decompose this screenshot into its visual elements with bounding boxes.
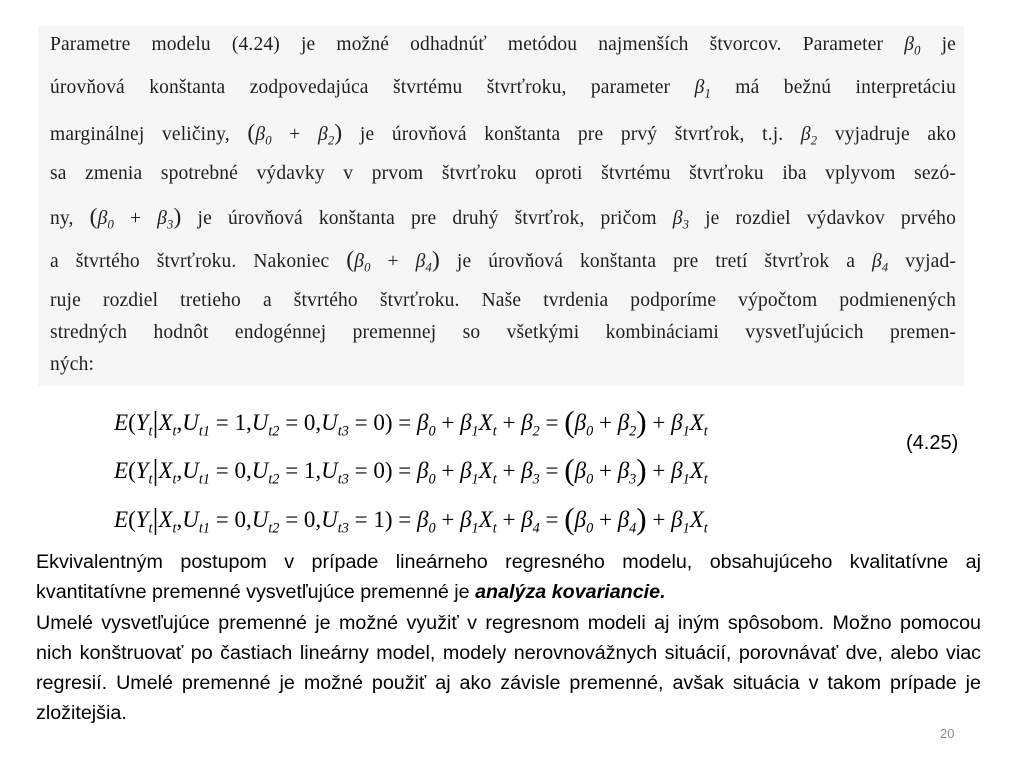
equation-3: $E(Y_t|X_t,U_{t1} = 0,U_{t2} = 0,U_{t3} = 1) = \beta_0 + \beta_1X_t + \beta_4 = (\beta_0 + \beta_4) + \beta_1X_t$ bbox=[114, 501, 708, 537]
paragraph-dummy-variables: Umelé vysvetľujúce premenné je možné využiť v regresnom modeli aj iným spôsobom. Možno pomocou nich konštruovať po častiach lineárny model, modely nerovnovážnych situácií, porovnávať dve, alebo viac regresií. Umelé premenné je možné použiť aj ako závisle premenné, avšak situácia v takom prípade je zložitejšia. bbox=[36, 612, 981, 724]
page-number: 20 bbox=[940, 726, 955, 741]
scan-line-1: Parametre modelu (4.24) je možné odhadnúť metódou najmenších štvorcov. Parameter $\beta_0$ je bbox=[50, 34, 956, 58]
paragraph-analysis-of-covariance bbox=[36, 547, 981, 607]
scan-line-4: sa zmenia spotrebné výdavky v prvom štvrťroku oproti štvrtému štvrťroku iba vplyvom sezó- bbox=[50, 163, 956, 184]
equation-number: (4.25) bbox=[906, 432, 959, 454]
scan-line-6: a štvrtého štvrťroku. Nakoniec $(\beta_0 + \beta_4)$ je úrovňová konštanta pre tretí štvrťrok a $\beta_4$ vyjad- bbox=[50, 247, 956, 275]
scan-line-3: marginálnej veličiny, $(\beta_0 + \beta_2)$ je úrovňová konštanta pre prvý štvrťrok, t.j. $\beta_2$ vyjadruje ako bbox=[50, 120, 956, 148]
scan-line-5: ny, $(\beta_0 + \beta_3)$ je úrovňová konštanta pre druhý štvrťrok, pričom $\beta_3$ je rozdiel výdavkov prvého bbox=[50, 204, 956, 232]
scan-line-9: ných: bbox=[50, 354, 95, 375]
equation-2: $E(Y_t|X_t,U_{t1} = 0,U_{t2} = 1,U_{t3} = 0) = \beta_0 + \beta_1X_t + \beta_3 = (\beta_0 + \beta_3) + \beta_1X_t$ bbox=[114, 452, 708, 488]
scan-line-8: stredných hodnôt endogénnej premennej so všetkými kombináciami vysvetľujúcich premen- bbox=[50, 322, 956, 343]
equation-1: $E(Y_t|X_t,U_{t1} = 1,U_{t2} = 0,U_{t3} = 0) = \beta_0 + \beta_1X_t + \beta_2 = (\beta_0 + \beta_2) + \beta_1X_t$ bbox=[114, 404, 708, 440]
scan-line-7: ruje rozdiel tretieho a štvrtého štvrťroku. Naše tvrdenia podporíme výpočtom podmienených bbox=[50, 290, 956, 311]
highlighted-term: analýza kovariancie. bbox=[475, 581, 666, 603]
scanned-text-block bbox=[38, 26, 964, 386]
scan-line-2: úrovňová konštanta zodpovedajúca štvrtému štvrťroku, parameter $\beta_1$ má bežnú interpretáciu bbox=[50, 77, 956, 101]
paragraph-text: Ekvivalentným postupom v prípade lineárneho regresného modelu, obsahujúceho kvalitatívne aj kvantitatívne premenné vysvetľujúce premenné je bbox=[36, 551, 981, 603]
